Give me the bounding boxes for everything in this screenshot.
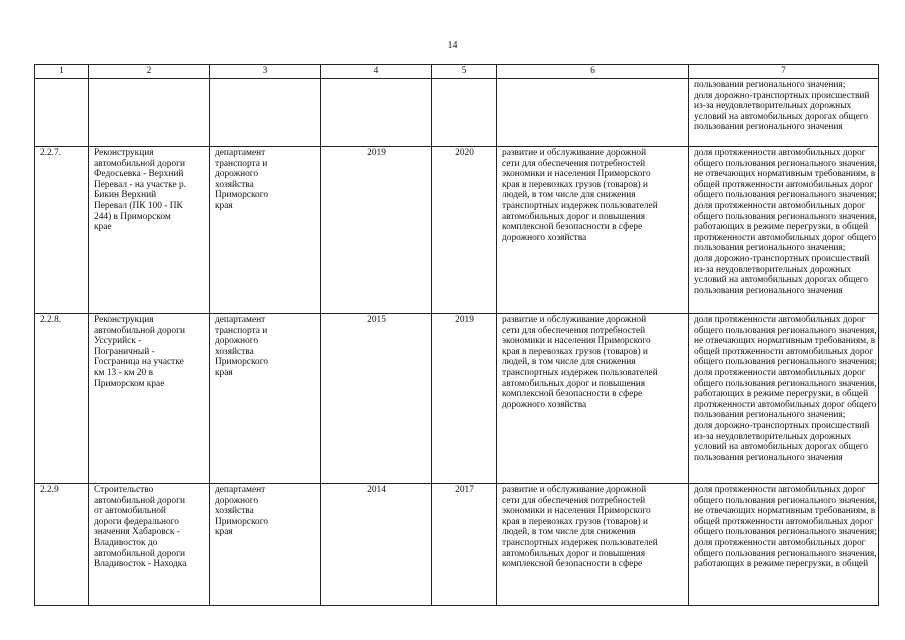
goal-cell-line: края в перевозках грузов (товаров) и bbox=[502, 346, 648, 357]
goal-cell-line: транспортных издержек пользователей bbox=[502, 200, 658, 211]
goal-cell-line: дорожного хозяйства bbox=[502, 232, 587, 243]
indicator-cell-line: пользования регионального значения; bbox=[694, 243, 846, 254]
indicator-cell-line: пользования регионального значения bbox=[694, 122, 843, 133]
indicator-cell bbox=[689, 147, 879, 314]
project-name-cell-line: автомобильной дороги bbox=[94, 158, 185, 169]
page-number: 14 bbox=[447, 40, 458, 51]
project-name-cell-line: км 13 - км 20 в bbox=[94, 367, 153, 378]
responsible-department-cell-line: департамент bbox=[215, 315, 266, 325]
indicator-cell-line: из-за неудовлетворительных дорожных bbox=[694, 431, 852, 442]
responsible-department-cell-line: дорожного bbox=[215, 169, 259, 180]
goal-cell-line: дорожного хозяйства bbox=[502, 399, 587, 410]
column-header: 1 bbox=[35, 65, 89, 79]
responsible-department-cell bbox=[210, 147, 321, 314]
item-number-cell: 2.2.9 bbox=[35, 484, 89, 606]
indicator-cell-line: не отвечающих нормативным требованиям, в bbox=[694, 169, 876, 180]
goal-cell-line: транспортных издержек пользователей bbox=[502, 367, 658, 378]
indicator-cell-line: условий на автомобильных дорогах общего bbox=[694, 442, 869, 453]
indicator-cell-line: доля протяженности автомобильных дорог bbox=[694, 200, 866, 211]
column-header: 2 bbox=[89, 65, 210, 79]
project-name-cell-line: автомобильной дороги bbox=[94, 325, 185, 336]
indicator-cell-line: не отвечающих нормативным требованиям, в bbox=[694, 336, 876, 347]
goal-cell-line: комплексной безопасности в сфере bbox=[502, 559, 643, 570]
start-year-cell: 2015 bbox=[321, 314, 432, 484]
goal-cell-line: автомобильных дорог и повышения bbox=[502, 211, 646, 222]
responsible-department-cell-line: департамент bbox=[215, 485, 266, 495]
responsible-department-cell-line: хозяйства bbox=[215, 506, 254, 517]
indicator-cell-line: доля протяженности автомобильных дорог bbox=[694, 367, 866, 378]
column-header: 3 bbox=[210, 65, 321, 79]
goal-cell-line: развитие и обслуживание дорожной bbox=[502, 148, 647, 158]
goal-cell-line: комплексной безопасности в сфере bbox=[502, 222, 643, 233]
goal-cell-line: сети для обеспечения потребностей bbox=[502, 325, 646, 336]
project-name-cell-line: Реконструкция bbox=[94, 315, 154, 325]
project-name-cell-line: значения Хабаровск - bbox=[94, 527, 180, 538]
responsible-department-cell bbox=[210, 314, 321, 484]
indicator-cell-line: общего пользования регионального значения, bbox=[694, 211, 877, 222]
indicator-cell-line: работающих в режиме перегрузки, в общей bbox=[694, 389, 869, 400]
column-header: 6 bbox=[497, 65, 689, 79]
goal-cell-line: экономики и населения Приморского bbox=[502, 336, 651, 347]
responsible-department-cell-line: Приморского bbox=[215, 190, 269, 201]
goal-cell bbox=[497, 147, 689, 314]
goal-cell-line: сети для обеспечения потребностей bbox=[502, 495, 646, 506]
responsible-department-cell-line: дорожного bbox=[215, 336, 259, 347]
project-name-cell-line: Перевал (ПК 100 - ПК bbox=[94, 200, 183, 211]
indicator-cell-line: общего пользования регионального значения; bbox=[694, 527, 877, 538]
project-name-cell-line: автомобильной дороги bbox=[94, 495, 185, 506]
indicator-cell-line: общей протяженности автомобильных дорог bbox=[694, 516, 874, 527]
responsible-department-cell-line: края bbox=[215, 200, 233, 211]
goal-cell bbox=[497, 314, 689, 484]
indicator-cell-line: условий на автомобильных дорогах общего bbox=[694, 275, 869, 286]
goal-cell bbox=[497, 79, 689, 147]
goal-cell bbox=[497, 484, 689, 606]
indicator-cell-line: пользования регионального значения bbox=[694, 452, 843, 463]
project-name-cell-line: Перевал - на участке р. bbox=[94, 179, 187, 190]
header-row bbox=[35, 65, 879, 79]
column-header: 7 bbox=[689, 65, 879, 79]
end-year-cell: 2020 bbox=[432, 147, 497, 314]
goal-cell-line: автомобильных дорог и повышения bbox=[502, 378, 646, 389]
project-name-cell-line: Приморском крае bbox=[94, 378, 165, 389]
project-name-cell-line: дороги федерального bbox=[94, 516, 179, 527]
indicator-cell-line: доля дорожно-транспортных происшествий bbox=[694, 420, 870, 431]
goal-cell-line: транспортных издержек пользователей bbox=[502, 537, 658, 548]
goal-cell-line: комплексной безопасности в сфере bbox=[502, 389, 643, 400]
table-row bbox=[35, 147, 879, 314]
project-name-cell bbox=[89, 314, 210, 484]
indicator-cell-line: пользования регионального значения; bbox=[694, 80, 846, 90]
program-table bbox=[34, 64, 879, 606]
responsible-department-cell-line: транспорта и bbox=[215, 158, 268, 169]
indicator-cell-line: общей протяженности автомобильных дорог bbox=[694, 179, 874, 190]
indicator-cell-line: доля протяженности автомобильных дорог bbox=[694, 148, 866, 158]
responsible-department-cell bbox=[210, 484, 321, 606]
goal-cell-line: людей, в том числе для снижения bbox=[502, 527, 636, 538]
goal-cell-line: края в перевозках грузов (товаров) и bbox=[502, 179, 648, 190]
project-name-cell-line: Федосьевка - Верхний bbox=[94, 169, 184, 180]
goal-cell-line: развитие и обслуживание дорожной bbox=[502, 485, 647, 495]
indicator-cell-line: работающих в режиме перегрузки, в общей bbox=[694, 222, 869, 233]
project-name-cell-line: Владивосток - Находка bbox=[94, 559, 187, 570]
indicator-cell bbox=[689, 484, 879, 606]
project-name-cell-line: Госграница на участке bbox=[94, 357, 184, 368]
indicator-cell-line: из-за неудовлетворительных дорожных bbox=[694, 264, 852, 275]
table-row bbox=[35, 484, 879, 606]
responsible-department-cell-line: Приморского bbox=[215, 357, 269, 368]
project-name-cell-line: Реконструкция bbox=[94, 148, 154, 158]
goal-cell-line: экономики и населения Приморского bbox=[502, 506, 651, 517]
responsible-department-cell-line: хозяйства bbox=[215, 179, 254, 190]
indicator-cell bbox=[689, 79, 879, 147]
indicator-cell-line: общего пользования регионального значения, bbox=[694, 378, 877, 389]
project-name-cell-line: Владивосток до bbox=[94, 537, 158, 548]
start-year-cell bbox=[321, 79, 432, 147]
column-header: 5 bbox=[432, 65, 497, 79]
project-name-cell bbox=[89, 79, 210, 147]
goal-cell-line: экономики и населения Приморского bbox=[502, 169, 651, 180]
indicator-cell-line: общего пользования регионального значения, bbox=[694, 495, 877, 506]
indicator-cell-line: пользования регионального значения bbox=[694, 285, 843, 296]
goal-cell-line: развитие и обслуживание дорожной bbox=[502, 315, 647, 325]
responsible-department-cell bbox=[210, 79, 321, 147]
project-name-cell-line: крае bbox=[94, 222, 112, 233]
project-name-cell-line: Строительство bbox=[94, 485, 154, 495]
responsible-department-cell-line: дорожного bbox=[215, 495, 259, 506]
indicator-cell-line: доля протяженности автомобильных дорог bbox=[694, 315, 866, 325]
indicator-cell-line: пользования регионального значения; bbox=[694, 410, 846, 421]
indicator-cell-line: протяженности автомобильных дорог общего bbox=[694, 232, 877, 243]
indicator-cell-line: общего пользования регионального значения, bbox=[694, 158, 877, 169]
project-name-cell bbox=[89, 147, 210, 314]
item-number-cell: 2.2.7. bbox=[35, 147, 89, 314]
indicator-cell-line: условий на автомобильных дорогах общего bbox=[694, 111, 869, 122]
responsible-department-cell-line: хозяйства bbox=[215, 346, 254, 357]
project-name-cell-line: 244) в Приморском bbox=[94, 211, 171, 222]
responsible-department-cell-line: департамент bbox=[215, 148, 266, 158]
goal-cell-line: автомобильных дорог и повышения bbox=[502, 548, 646, 559]
indicator-cell bbox=[689, 314, 879, 484]
end-year-cell: 2019 bbox=[432, 314, 497, 484]
start-year-cell: 2019 bbox=[321, 147, 432, 314]
project-name-cell-line: Пограничный - bbox=[94, 346, 155, 357]
project-name-cell-line: автомобильной дороги bbox=[94, 548, 185, 559]
responsible-department-cell-line: Приморского bbox=[215, 516, 269, 527]
responsible-department-cell-line: края bbox=[215, 367, 233, 378]
indicator-cell-line: доля протяженности автомобильных дорог bbox=[694, 537, 866, 548]
indicator-cell-line: протяженности автомобильных дорог общего bbox=[694, 399, 877, 410]
goal-cell-line: людей, в том числе для снижения bbox=[502, 357, 636, 368]
indicator-cell-line: доля дорожно-транспортных происшествий bbox=[694, 253, 870, 264]
indicator-cell-line: доля протяженности автомобильных дорог bbox=[694, 485, 866, 495]
indicator-cell-line: общего пользования регионального значения; bbox=[694, 357, 877, 368]
project-name-cell-line: от автомобильной bbox=[94, 506, 166, 517]
start-year-cell: 2014 bbox=[321, 484, 432, 606]
table-row bbox=[35, 79, 879, 147]
item-number-cell: 2.2.8. bbox=[35, 314, 89, 484]
indicator-cell-line: доля дорожно-транспортных происшествий bbox=[694, 90, 870, 101]
table-row bbox=[35, 314, 879, 484]
project-name-cell-line: Бикин Верхний bbox=[94, 190, 157, 201]
project-name-cell bbox=[89, 484, 210, 606]
indicator-cell-line: общего пользования регионального значения, bbox=[694, 325, 877, 336]
goal-cell-line: сети для обеспечения потребностей bbox=[502, 158, 646, 169]
indicator-cell-line: не отвечающих нормативным требованиям, в bbox=[694, 506, 876, 517]
indicator-cell-line: общего пользования регионального значения, bbox=[694, 548, 877, 559]
end-year-cell bbox=[432, 79, 497, 147]
responsible-department-cell-line: транспорта и bbox=[215, 325, 268, 336]
indicator-cell-line: общей протяженности автомобильных дорог bbox=[694, 346, 874, 357]
indicator-cell-line: работающих в режиме перегрузки, в общей bbox=[694, 559, 869, 570]
indicator-cell-line: общего пользования регионального значения; bbox=[694, 190, 877, 201]
end-year-cell: 2017 bbox=[432, 484, 497, 606]
goal-cell-line: края в перевозках грузов (товаров) и bbox=[502, 516, 648, 527]
column-header: 4 bbox=[321, 65, 432, 79]
indicator-cell-line: из-за неудовлетворительных дорожных bbox=[694, 101, 852, 112]
project-name-cell-line: Уссурийск - bbox=[94, 336, 142, 347]
responsible-department-cell-line: края bbox=[215, 527, 233, 538]
goal-cell-line: людей, в том числе для снижения bbox=[502, 190, 636, 201]
item-number-cell bbox=[35, 79, 89, 147]
